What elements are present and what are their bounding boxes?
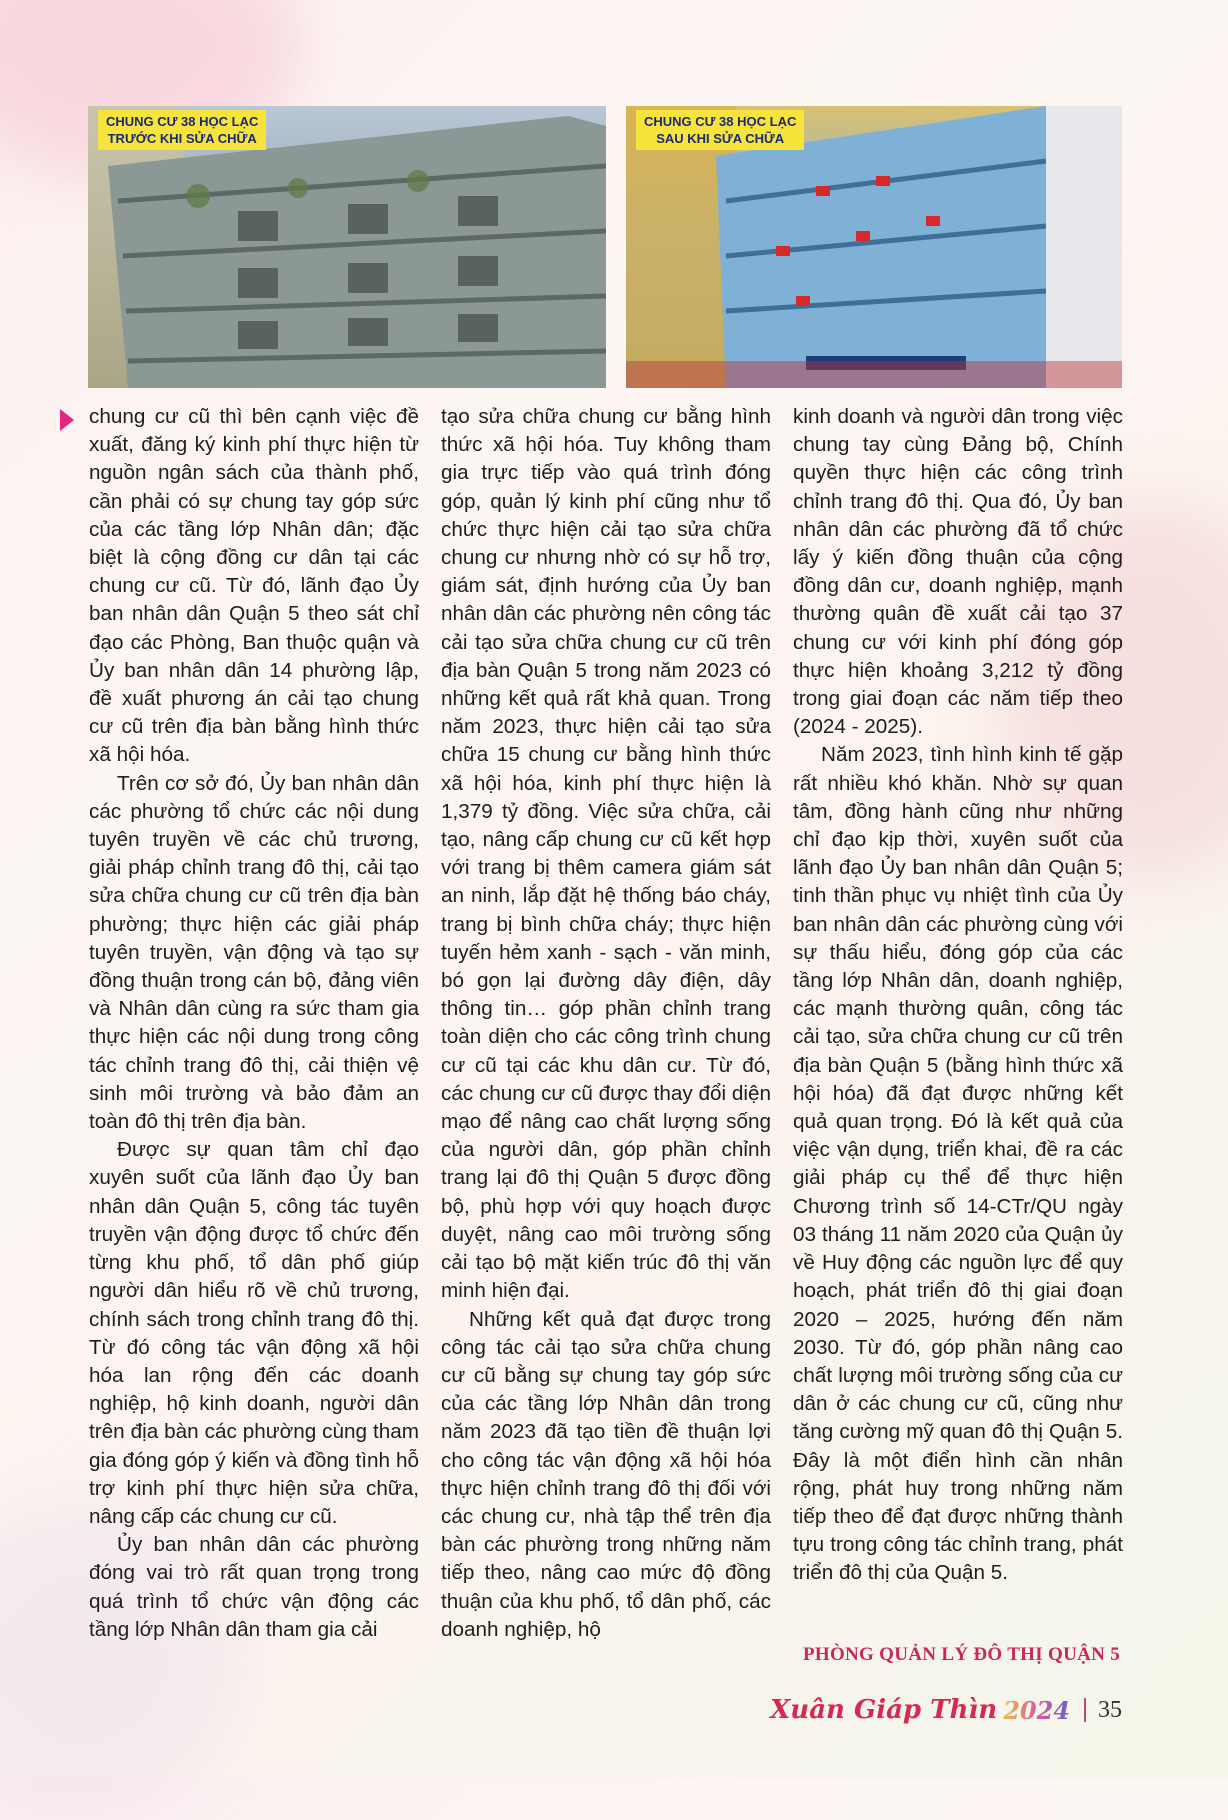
magazine-year: 2024	[1003, 1695, 1070, 1725]
photo-caption-after	[636, 110, 804, 150]
photo-before-renovation	[88, 106, 606, 388]
caption-line: TRƯỚC KHI SỬA CHỮA	[107, 131, 257, 146]
footer-divider	[1084, 1698, 1086, 1722]
author-signature: PHÒNG QUẢN LÝ ĐÔ THỊ QUẬN 5	[802, 1644, 1120, 1665]
caption-line: CHUNG CƯ 38 HỌC LẠC	[106, 114, 259, 129]
magazine-title: Xuân Giáp Thìn	[770, 1695, 998, 1725]
paragraph: tạo sửa chữa chung cư bằng hình thức xã hội hóa. Tuy không tham gia trực tiếp vào quá trình đóng góp, quản lý kinh phí cũng như tổ chức thực hiện cải tạo sửa chữa chung cư nhưng nhờ có sự hỗ trợ, giám sát, định hướng của Ủy ban nhân dân các phường nên công tác cải tạo sửa chữa chung cư cũ trên địa bàn Quận 5 trong năm 2023 có những kết quả rất khả quan. Trong năm 2023, thực hiện cải tạo sửa chữa 15 chung cư bằng hình thức xã hội hóa, kinh phí thực hiện là 1,379 tỷ đồng. Việc sửa chữa, cải tạo, nâng cấp chung cư cũ kết hợp với trang bị thêm camera giám sát an ninh, lắp đặt hệ thống báo cháy, trang bị bình chữa cháy; thực hiện tuyến hẻm xanh - sạch - văn minh, bó gọn lại đường dây điện, dây thông tin… góp phần chỉnh trang toàn diện cho các công trình chung cư cũ tại các khu dân cư. Từ đó, các chung cư cũ được thay đổi diện mạo để nâng cao chất lượng sống của người dân, góp phần chỉnh trang lại đô thị Quận 5 được đồng bộ, phù hợp với quy hoạch được duyệt, nâng cao môi trường sống cải tạo bộ mặt kiến trúc đô thị văn minh hiện đại.	[441, 405, 771, 1303]
page-footer	[770, 1690, 1122, 1730]
caption-line: CHUNG CƯ 38 HỌC LẠC	[644, 114, 797, 129]
caption-line: SAU KHI SỬA CHỮA	[656, 131, 785, 146]
paragraph: Trên cơ sở đó, Ủy ban nhân dân các phường tổ chức các nội dung tuyên truyền về các chủ trương, giải pháp chỉnh trang đô thị, cải tạo sửa chữa chung cư cũ trên địa bàn phường; thực hiện các giải pháp tuyên truyền, vận động và tạo sự đồng thuận trong cán bộ, đảng viên và Nhân dân cùng ra sức tham gia thực hiện các nội dung trong công tác chỉnh trang đô thị, cải thiện vệ sinh môi trường và bảo đảm an toàn đô thị trên địa bàn.	[89, 771, 419, 1134]
paragraph: Được sự quan tâm chỉ đạo xuyên suốt của lãnh đạo Ủy ban nhân dân Quận 5, công tác tuyên truyền vận động được tổ chức đến từng khu phố, tổ dân phố giúp người dân hiểu rõ về chủ trương, chính sách trong chỉnh trang đô thị. Từ đó công tác vận động xã hội hóa lan rộng đến các doanh nghiệp, hộ kinh doanh, người dân trên địa bàn các phường cùng tham gia đóng góp ý kiến và đồng tình hỗ trợ kinh phí thực hiện sửa chữa, nâng cấp các chung cư cũ.	[89, 1138, 419, 1528]
paragraph: chung cư cũ thì bên cạnh việc đề xuất, đăng ký kinh phí thực hiện từ nguồn ngân sách của thành phố, cần phải có sự chung tay góp sức của các tầng lớp Nhân dân; đặc biệt là cộng đồng cư dân tại các chung cư cũ. Từ đó, lãnh đạo Ủy ban nhân dân Quận 5 theo sát chỉ đạo các Phòng, Ban thuộc quận và Ủy ban nhân dân 14 phường lập, đề xuất phương án cải tạo chung cư cũ trên địa bàn bằng hình thức xã hội hóa.	[89, 405, 419, 767]
photo-after-renovation	[626, 106, 1122, 388]
paragraph: kinh doanh và người dân trong việc chung tay cùng Đảng bộ, Chính quyền thực hiện các công trình chỉnh trang đô thị. Qua đó, Ủy ban nhân dân các phường đã tổ chức lấy ý kiến đồng thuận của cộng đồng dân cư, doanh nghiệp, mạnh thường quân đề xuất cải tạo 37 chung cư với kinh phí đóng góp thực hiện khoảng 3,212 tỷ đồng trong giai đoạn các năm tiếp theo (2024 - 2025).	[793, 405, 1123, 739]
continuation-marker-icon	[60, 409, 74, 431]
photo-caption-before	[98, 110, 266, 150]
text-column-2	[441, 403, 771, 1644]
paragraph: Năm 2023, tình hình kinh tế gặp rất nhiều khó khăn. Nhờ sự quan tâm, đồng hành cũng như những chỉ đạo kịp thời, xuyên suốt của lãnh đạo Ủy ban nhân dân Quận 5; tinh thần phục vụ nhiệt tình của Ủy ban nhân dân các phường cùng với sự thấu hiểu, đóng góp của các tầng lớp Nhân dân, doanh nghiệp, các mạnh thường quân, công tác cải tạo, sửa chữa chung cư cũ trên địa bàn Quận 5 (bằng hình thức xã hội hóa) đã đạt được những kết quả quan trọng. Đó là kết quả của việc vận dụng, triển khai, đề ra các giải pháp cụ thể để thực hiện Chương trình số 14-CTr/QU ngày 03 tháng 11 năm 2020 của Quận ủy về Huy động các nguồn lực để quy hoạch, phát triển đô thị giai đoạn 2020 – 2025, hướng đến năm 2030. Từ đó, góp phần nâng cao chất lượng môi trường sống của cư dân ở các chung cư cũ, cũng như tăng cường mỹ quan đô thị Quận 5. Đây là một điển hình cần nhân rộng, phát huy trong những năm tiếp theo để đạt được những thành tựu trong công tác chỉnh trang, phát triển đô thị của Quận 5.	[793, 743, 1123, 1585]
page-number: 35	[1098, 1696, 1122, 1723]
paragraph: Ủy ban nhân dân các phường đóng vai trò rất quan trọng trong quá trình tổ chức vận động các tầng lớp Nhân dân tham gia cải	[89, 1533, 419, 1641]
paragraph: Những kết quả đạt được trong công tác cải tạo sửa chữa chung cư cũ bằng sự chung tay góp sức của các tầng lớp Nhân dân trong năm 2023 đã tạo tiền đề thuận lợi cho công tác vận động xã hội hóa thực hiện chỉnh trang đô thị đối với các chung cư, nhà tập thể trên địa bàn các phường trong những năm tiếp theo, nâng cao mức độ đồng thuận của khu phố, tổ dân phố, các doanh nghiệp, hộ	[441, 1307, 771, 1641]
text-column-3	[793, 403, 1123, 1588]
text-column-1	[89, 403, 419, 1644]
